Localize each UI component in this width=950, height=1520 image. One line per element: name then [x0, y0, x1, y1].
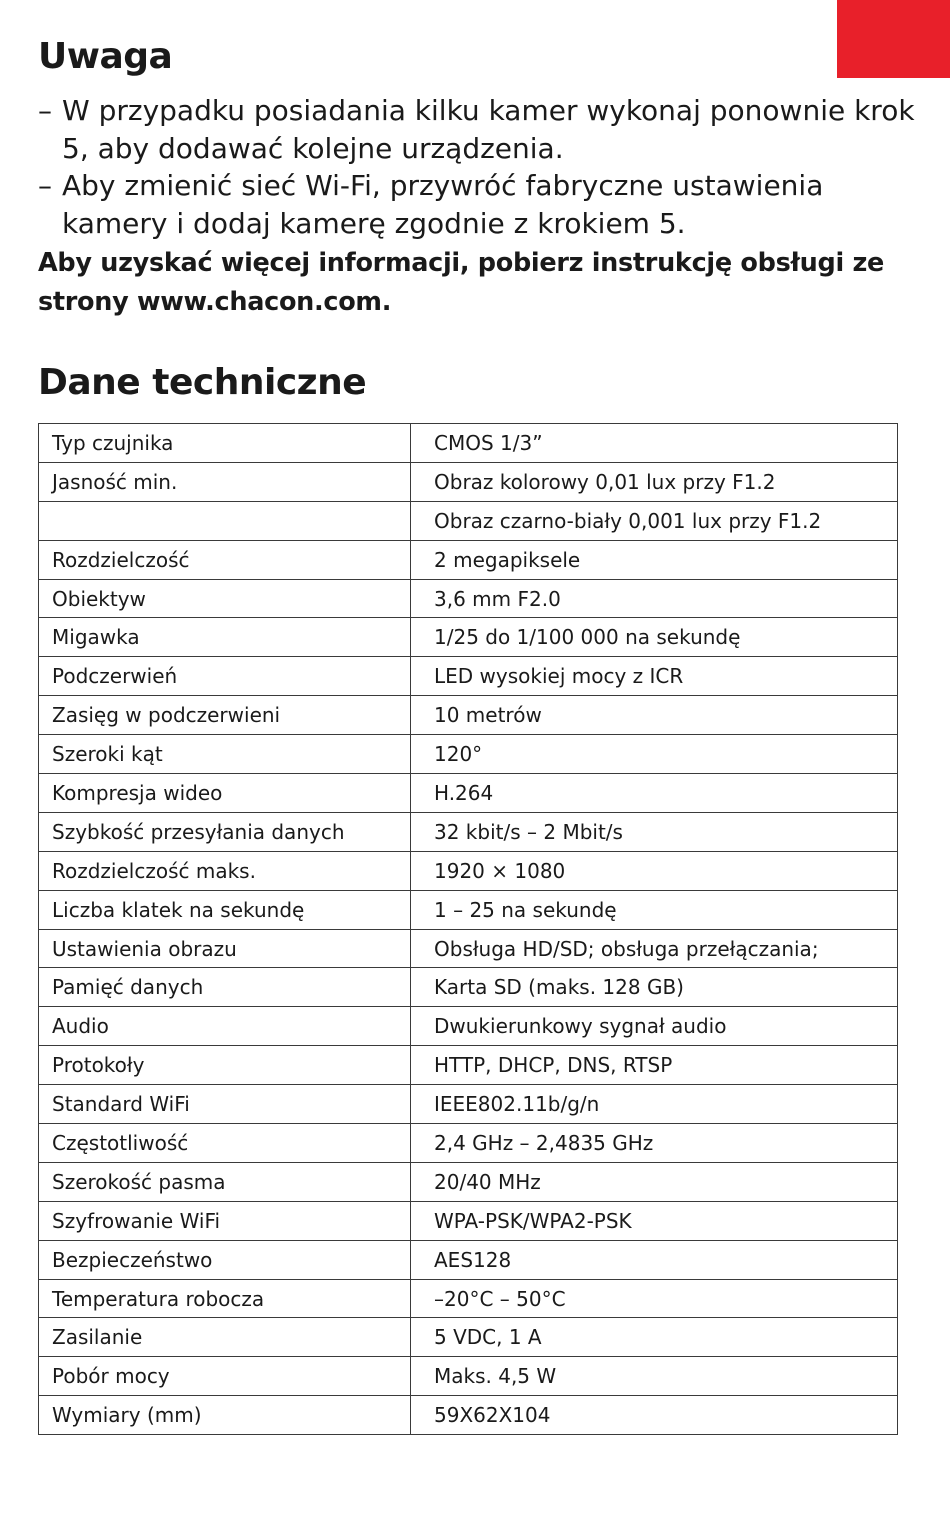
spec-value: 2,4 GHz – 2,4835 GHz: [411, 1124, 898, 1163]
spec-value: 3,6 mm F2.0: [411, 579, 898, 618]
spec-value: 2 megapiksele: [411, 540, 898, 579]
spec-value: CMOS 1/3”: [411, 424, 898, 463]
spec-value: HTTP, DHCP, DNS, RTSP: [411, 1046, 898, 1085]
spec-label: Obiektyw: [39, 579, 411, 618]
spec-label: Typ czujnika: [39, 424, 411, 463]
spec-label: Podczerwień: [39, 657, 411, 696]
spec-label: Bezpieczeństwo: [39, 1240, 411, 1279]
note-dash: –: [38, 94, 52, 127]
spec-value: 1/25 do 1/100 000 na sekundę: [411, 618, 898, 657]
spec-row: [39, 851, 898, 890]
spec-value: 1 – 25 na sekundę: [411, 890, 898, 929]
spec-row: [39, 618, 898, 657]
note-item: [38, 167, 918, 242]
spec-label: Szeroki kąt: [39, 735, 411, 774]
spec-row: [39, 812, 898, 851]
spec-row: [39, 696, 898, 735]
note-item: [38, 92, 918, 167]
spec-value: IEEE802.11b/g/n: [411, 1085, 898, 1124]
specs-table: [38, 423, 898, 1435]
spec-value: 1920 × 1080: [411, 851, 898, 890]
spec-label: Szyfrowanie WiFi: [39, 1201, 411, 1240]
spec-value: Maks. 4,5 W: [411, 1357, 898, 1396]
spec-label: Jasność min.: [39, 462, 411, 501]
note-section-title: Uwaga: [38, 36, 173, 77]
spec-value: Obraz kolorowy 0,01 lux przy F1.2: [411, 462, 898, 501]
spec-label: Liczba klatek na sekundę: [39, 890, 411, 929]
spec-label: Temperatura robocza: [39, 1279, 411, 1318]
note-text: Aby zmienić sieć Wi-Fi, przywróć fabryczne ustawienia kamery i dodaj kamerę zgodnie z krokiem 5.: [62, 169, 824, 240]
spec-value: Karta SD (maks. 128 GB): [411, 968, 898, 1007]
spec-row: [39, 540, 898, 579]
spec-label: Rozdzielczość: [39, 540, 411, 579]
specs-section-title: Dane techniczne: [38, 362, 367, 403]
spec-value: Obsługa HD/SD; obsługa przełączania;: [411, 929, 898, 968]
spec-row: [39, 890, 898, 929]
spec-value: AES128: [411, 1240, 898, 1279]
spec-value: 32 kbit/s – 2 Mbit/s: [411, 812, 898, 851]
spec-row: [39, 579, 898, 618]
spec-row: [39, 657, 898, 696]
spec-row: [39, 1124, 898, 1163]
spec-label: Standard WiFi: [39, 1085, 411, 1124]
spec-row: [39, 735, 898, 774]
spec-label: Audio: [39, 1007, 411, 1046]
spec-row: [39, 1279, 898, 1318]
spec-label: Pamięć danych: [39, 968, 411, 1007]
spec-row: [39, 1357, 898, 1396]
spec-row: [39, 1396, 898, 1435]
spec-row: [39, 1007, 898, 1046]
spec-value: –20°C – 50°C: [411, 1279, 898, 1318]
spec-label: Zasilanie: [39, 1318, 411, 1357]
spec-row: [39, 968, 898, 1007]
specs-table-body: [39, 424, 898, 1435]
spec-value: LED wysokiej mocy z ICR: [411, 657, 898, 696]
spec-value: 59X62X104: [411, 1396, 898, 1435]
spec-label: Wymiary (mm): [39, 1396, 411, 1435]
spec-label: [39, 501, 411, 540]
spec-value: 5 VDC, 1 A: [411, 1318, 898, 1357]
spec-value: WPA-PSK/WPA2-PSK: [411, 1201, 898, 1240]
spec-value: Dwukierunkowy sygnał audio: [411, 1007, 898, 1046]
spec-row: [39, 929, 898, 968]
spec-label: Protokoły: [39, 1046, 411, 1085]
spec-label: Ustawienia obrazu: [39, 929, 411, 968]
more-info-text: Aby uzyskać więcej informacji, pobierz instrukcję obsługi ze strony www.chacon.com.: [38, 248, 884, 317]
spec-row: [39, 501, 898, 540]
spec-row: [39, 1046, 898, 1085]
spec-row: [39, 774, 898, 813]
spec-value: 10 metrów: [411, 696, 898, 735]
note-dash: –: [38, 169, 52, 202]
spec-value: 20/40 MHz: [411, 1162, 898, 1201]
spec-label: Szerokość pasma: [39, 1162, 411, 1201]
spec-value: Obraz czarno-biały 0,001 lux przy F1.2: [411, 501, 898, 540]
spec-row: [39, 1085, 898, 1124]
spec-row: [39, 1162, 898, 1201]
red-corner-tab: [837, 0, 950, 78]
spec-value: H.264: [411, 774, 898, 813]
spec-row: [39, 424, 898, 463]
spec-label: Migawka: [39, 618, 411, 657]
spec-label: Pobór mocy: [39, 1357, 411, 1396]
spec-value: 120°: [411, 735, 898, 774]
spec-row: [39, 1201, 898, 1240]
spec-label: Kompresja wideo: [39, 774, 411, 813]
spec-label: Zasięg w podczerwieni: [39, 696, 411, 735]
note-text: W przypadku posiadania kilku kamer wykonaj ponownie krok 5, aby dodawać kolejne urządzenia.: [62, 94, 915, 165]
spec-row: [39, 462, 898, 501]
spec-row: [39, 1240, 898, 1279]
spec-row: [39, 1318, 898, 1357]
spec-label: Rozdzielczość maks.: [39, 851, 411, 890]
spec-label: Szybkość przesyłania danych: [39, 812, 411, 851]
note-list: [38, 92, 918, 242]
spec-label: Częstotliwość: [39, 1124, 411, 1163]
